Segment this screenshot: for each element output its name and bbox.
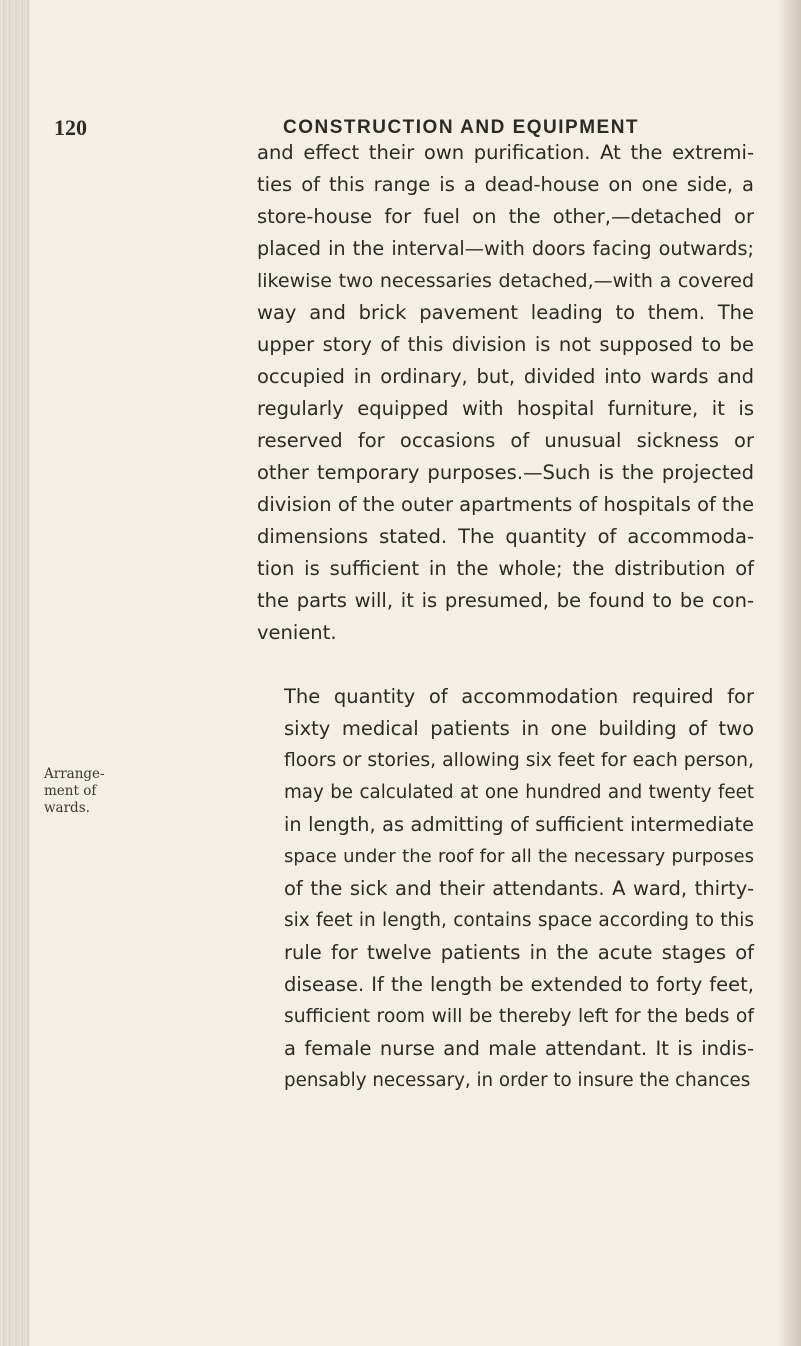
margin-note-line: wards. <box>44 800 90 816</box>
text-line: reserved for occasions of unusual sickness or <box>257 429 754 452</box>
margin-note <box>44 766 116 817</box>
text-line: and effect their own purification. At the extremi- <box>257 141 754 164</box>
text-line: division of the outer apartments of hospitals of the <box>257 493 755 516</box>
text-line: placed in the interval—with doors facing outwards; <box>257 237 754 260</box>
page-number: 120 <box>54 115 87 140</box>
text-line: way and brick pavement leading to them. The <box>257 301 754 324</box>
text-line: may be calculated at one hundred and twenty feet <box>284 782 754 803</box>
paragraph-2 <box>257 681 754 1097</box>
page-edge <box>779 0 801 1346</box>
text-line: ties of this range is a dead-house on one side, a <box>257 173 754 196</box>
text-line: venient. <box>257 621 337 644</box>
text-line: likewise two necessaries detached,—with a covered <box>257 270 754 292</box>
binding-gutter <box>0 0 30 1346</box>
text-line: space under the roof for all the necessary purposes <box>284 846 754 867</box>
text-line: rule for twelve patients in the acute stages of <box>284 941 754 964</box>
text-line: store-house for fuel on the other,—detached or <box>257 205 754 228</box>
body-text <box>257 137 754 1097</box>
text-line: regularly equipped with hospital furniture, it is <box>257 397 754 420</box>
text-line: sixty medical patients in one building of two <box>284 717 754 740</box>
text-line: other temporary purposes.—Such is the projected <box>257 461 754 484</box>
text-line: the parts will, it is presumed, be found to be con- <box>257 589 754 612</box>
text-line: dimensions stated. The quantity of accommoda- <box>257 525 754 548</box>
margin-note-line: Arrange- <box>44 766 105 782</box>
text-line: tion is sufficient in the whole; the distribution of <box>257 557 754 580</box>
text-line: The quantity of accommodation required for <box>284 685 754 708</box>
text-line: floors or stories, allowing six feet for each person, <box>284 750 754 771</box>
text-line: upper story of this division is not supposed to be <box>257 333 754 356</box>
text-line: of the sick and their attendants. A ward, thirty- <box>284 877 754 900</box>
running-head: CONSTRUCTION AND EQUIPMENT <box>283 117 640 138</box>
text-line: disease. If the length be extended to forty feet, <box>284 973 754 996</box>
text-line: in length, as admitting of sufficient intermediate <box>284 813 754 836</box>
paragraph-1 <box>257 137 754 649</box>
text-line: pensably necessary, in order to insure the chances <box>284 1070 751 1091</box>
text-line: occupied in ordinary, but, divided into wards and <box>257 365 754 388</box>
text-line: six feet in length, contains space according to this <box>284 910 754 931</box>
text-line: sufficient room will be thereby left for the beds of <box>284 1006 754 1027</box>
margin-note-line: ment of <box>44 783 97 799</box>
text-line: a female nurse and male attendant. It is indis- <box>284 1037 754 1060</box>
